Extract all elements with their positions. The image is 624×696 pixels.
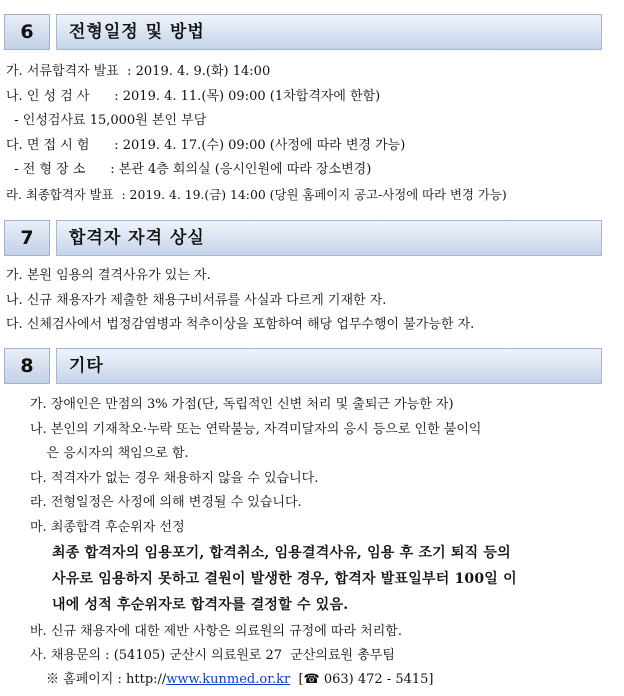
section-title: 합격자 자격 상실: [56, 220, 602, 256]
homepage-link[interactable]: www.kunmed.or.kr: [166, 672, 291, 687]
misc-line: 나. 본인의 기재착오·누락 또는 연락불능, 자격미달자의 응시 등으로 인한 불이익: [30, 422, 482, 437]
misc-line: 라. 전형일정은 사정에 의해 변경될 수 있습니다.: [30, 495, 302, 510]
schedule-line: 라. 최종합격자 발표 : 2019. 4. 19.(금) 14:00 (당원 홈페이지 공고-사정에 따라 변경 가능): [6, 187, 507, 202]
section-title: 전형일정 및 방법: [56, 14, 602, 50]
section-6-header: [4, 14, 602, 50]
emphasis-line: 최종 합격자의 임용포기, 합격취소, 임용결격사유, 임용 후 조기 퇴직 등의: [52, 545, 511, 561]
homepage-line: [46, 672, 434, 688]
phone-number: [☎ 063) 472 - 5415]: [290, 672, 434, 687]
schedule-line: 나. 인 성 검 사 : 2019. 4. 11.(목) 09:00 (1차합격자에 한함): [6, 89, 381, 104]
homepage-label: ※ 홈페이지 : http://: [46, 672, 167, 687]
schedule-line: - 전 형 장 소 : 본관 4층 회의실 (응시인원에 따라 장소변경): [6, 162, 372, 177]
contact-line: 사. 채용문의 : (54105) 군산시 의료원로 27 군산의료원 총무팀: [30, 648, 395, 663]
emphasis-line: 사유로 임용하지 못하고 결원이 발생한 경우, 합격자 발표일부터 100일 이: [52, 571, 517, 587]
misc-line: 다. 적격자가 없는 경우 채용하지 않을 수 있습니다.: [30, 471, 319, 486]
schedule-line: - 인성검사료 15,000원 본인 부담: [6, 113, 207, 128]
misc-line: 바. 신규 채용자에 대한 제반 사항은 의료원의 규정에 따라 처리함.: [30, 624, 402, 639]
section-8-header: [4, 348, 602, 384]
misc-line: 은 응시자의 책임으로 함.: [30, 446, 189, 461]
schedule-line: 가. 서류합격자 발표 : 2019. 4. 9.(화) 14:00: [6, 64, 271, 79]
section-title: 기타: [56, 348, 602, 384]
schedule-line: 다. 면 접 시 험 : 2019. 4. 17.(수) 09:00 (사정에 따라 변경 가능): [6, 138, 406, 153]
section-7-header: [4, 220, 602, 256]
disqualification-line: 나. 신규 채용자가 제출한 채용구비서류를 사실과 다르게 기재한 자.: [6, 293, 387, 308]
emphasis-line: 내에 성적 후순위자로 합격자를 결정할 수 있음.: [52, 597, 349, 613]
misc-line: 가. 장애인은 만점의 3% 가점(단, 독립적인 신변 처리 및 출퇴근 가능한 자): [30, 397, 454, 412]
section-number: 7: [4, 220, 50, 256]
section-number: 8: [4, 348, 50, 384]
section-number: 6: [4, 14, 50, 50]
disqualification-line: 다. 신체검사에서 법정감염병과 척추이상을 포함하여 해당 업무수행이 불가능한 자.: [6, 317, 475, 332]
misc-line: 마. 최종합격 후순위자 선정: [30, 520, 185, 535]
disqualification-line: 가. 본원 임용의 결격사유가 있는 자.: [6, 268, 211, 283]
